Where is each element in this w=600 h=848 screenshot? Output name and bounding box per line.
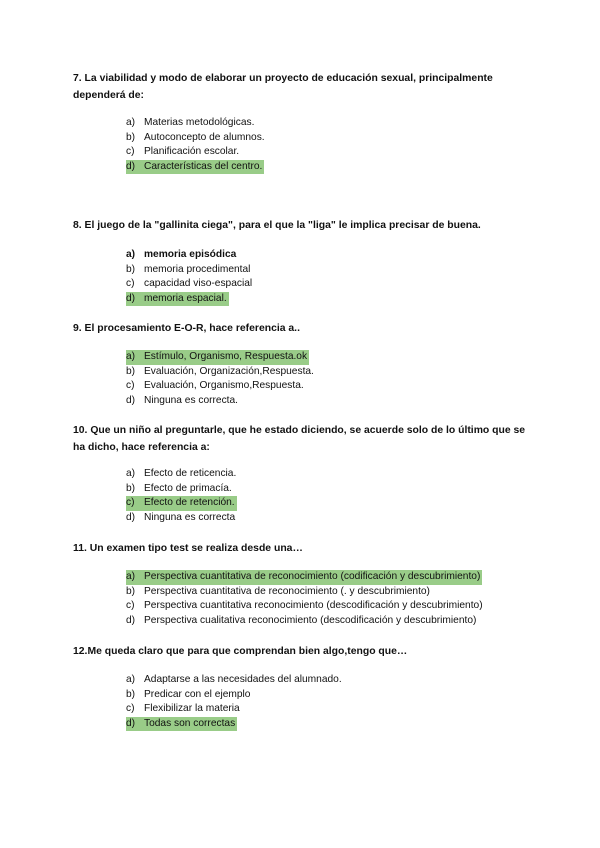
option-10c-correct <box>126 496 238 511</box>
question-8-options <box>126 248 254 306</box>
question-11-options <box>126 570 485 628</box>
option-letter: c) <box>126 146 135 158</box>
option-9b <box>126 365 316 380</box>
option-10d <box>126 511 238 526</box>
question-10-text: 10. Que un niño al preguntarle, que he estado diciendo, se acuerde solo de lo último que se ha dicho, hace referencia a: <box>73 425 526 453</box>
option-11a-correct <box>126 570 485 585</box>
option-text: Evaluación, Organización,Respuesta. <box>144 365 314 377</box>
question-12-text: 12.Me queda claro que para que comprendan bien algo,tengo que… <box>73 646 408 657</box>
option-letter: b) <box>126 365 136 377</box>
option-7a <box>126 116 267 131</box>
option-12d-correct <box>126 717 344 732</box>
option-text: memoria episódica <box>144 249 237 260</box>
option-text: Perspectiva cuantitativa reconocimiento (descodificación y descubrimiento) <box>144 600 483 612</box>
option-10a <box>126 467 238 482</box>
option-letter: c) <box>126 380 135 392</box>
option-8a <box>126 248 254 263</box>
option-letter: a) <box>126 351 136 362</box>
option-text: capacidad viso-espacial <box>144 278 253 290</box>
option-8d-correct <box>126 292 254 307</box>
option-text: Perspectiva cuantitativa de reconocimiento (. y descubrimiento) <box>144 585 430 597</box>
option-text: Estímulo, Organismo, Respuesta.ok <box>144 351 308 362</box>
option-letter: d) <box>126 511 136 523</box>
option-text: memoria espacial. <box>144 292 227 304</box>
question-11-text: 11. Un examen tipo test se realiza desde una… <box>73 543 303 554</box>
option-text: Flexibilizar la materia <box>144 703 240 715</box>
option-letter: c) <box>126 600 135 612</box>
option-text: Todas son correctas <box>144 717 236 729</box>
option-text: Ninguna es correcta <box>144 511 236 523</box>
option-letter: c) <box>126 497 135 509</box>
option-8c <box>126 277 254 292</box>
option-8b <box>126 263 254 278</box>
option-12b <box>126 688 344 703</box>
option-text: Autoconcepto de alumnos. <box>144 131 265 143</box>
option-letter: d) <box>126 292 136 304</box>
option-letter: b) <box>126 482 136 494</box>
question-8-text: 8. El juego de la "gallinita ciega", para el que la "liga" le implica precisar de buena. <box>73 220 481 231</box>
option-letter: a) <box>126 674 136 685</box>
option-text: Evaluación, Organismo,Respuesta. <box>144 380 304 392</box>
option-letter: b) <box>126 688 136 700</box>
option-7b <box>126 131 267 146</box>
option-11d <box>126 614 485 629</box>
question-9-text: 9. El procesamiento E-O-R, hace referencia a.. <box>73 323 300 334</box>
option-7c <box>126 145 267 160</box>
option-text: Perspectiva cuantitativa de reconocimiento (codificación y descubrimiento) <box>144 571 481 582</box>
question-7-options <box>126 116 267 174</box>
option-text: Ninguna es correcta. <box>144 394 239 406</box>
option-letter: c) <box>126 278 135 290</box>
option-text: Efecto de primacía. <box>144 482 232 494</box>
option-12c <box>126 702 344 717</box>
option-letter: d) <box>126 717 136 729</box>
option-text: Predicar con el ejemplo <box>144 688 251 700</box>
option-letter: a) <box>126 571 136 582</box>
option-12a <box>126 673 344 688</box>
option-letter: d) <box>126 614 136 626</box>
option-text: Adaptarse a las necesidades del alumnado. <box>144 674 342 685</box>
option-letter: d) <box>126 394 136 406</box>
option-text: Materias metodológicas. <box>144 117 255 128</box>
option-11c <box>126 599 485 614</box>
option-letter: c) <box>126 703 135 715</box>
option-letter: d) <box>126 160 136 172</box>
option-letter: b) <box>126 263 136 275</box>
option-text: memoria procedimental <box>144 263 251 275</box>
option-10b <box>126 482 238 497</box>
question-10-options <box>126 467 238 525</box>
option-letter: b) <box>126 585 136 597</box>
option-9c <box>126 379 316 394</box>
question-9-options <box>126 350 316 408</box>
option-text: Planificación escolar. <box>144 146 240 158</box>
option-text: Características del centro. <box>144 160 263 172</box>
option-letter: a) <box>126 468 136 479</box>
option-9a-correct <box>126 350 316 365</box>
option-letter: a) <box>126 249 136 260</box>
option-letter: a) <box>126 117 136 128</box>
option-letter: b) <box>126 131 136 143</box>
question-12-options <box>126 673 344 731</box>
option-text: Efecto de retención. <box>144 497 235 509</box>
option-11b <box>126 585 485 600</box>
option-text: Efecto de reticencia. <box>144 468 237 479</box>
option-9d <box>126 394 316 409</box>
option-7d-correct <box>126 160 267 175</box>
question-7-text: 7. La viabilidad y modo de elaborar un proyecto de educación sexual, principalmente dependerá de: <box>73 73 493 101</box>
option-text: Perspectiva cualitativa reconocimiento (descodificación y descubrimiento) <box>144 614 477 626</box>
